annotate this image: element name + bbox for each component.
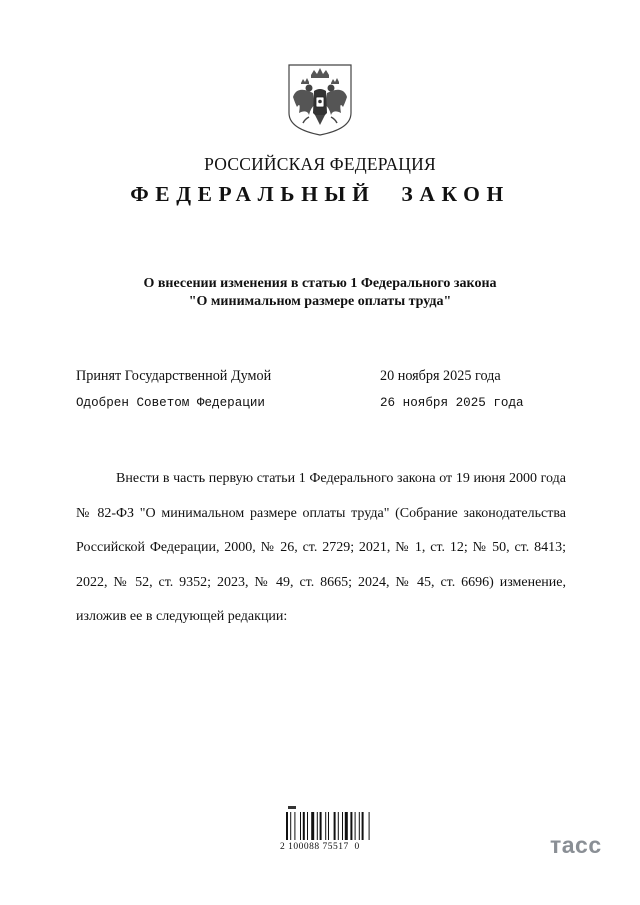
duma-adoption-label: Принят Государственной Думой — [76, 368, 272, 384]
coat-of-arms-icon — [287, 63, 353, 137]
state-name: РОССИЙСКАЯ ФЕДЕРАЦИЯ — [204, 154, 436, 174]
law-title-line-1: О внесении изменения в статью 1 Федерального закона — [143, 276, 497, 291]
council-approval-date: 26 ноября 2025 года — [380, 396, 524, 410]
law-body-paragraph: Внести в часть первую статьи 1 Федерального закона от 19 июня 2000 года № 82-ФЗ "О минимальном размере оплаты труда" (Собрание законодательства Российской Федерации, 2000, № 26, ст. 2729; 2021, № 1, ст. 12; № 50, ст. 8413; 2022, № 52, ст. 9352; 2023, № 49, ст. 8665; 2024, № 45, ст. 6696) изменение, изложив ее в следующей редакции: — [76, 471, 566, 624]
law-title — [0, 275, 640, 311]
barcode-number: 2 100088 75517 0 — [280, 842, 360, 852]
tass-watermark: тасс — [550, 832, 602, 858]
council-approval-label: Одобрен Советом Федерации — [76, 396, 265, 410]
law-title-line-2: "О минимальном размере оплаты труда" — [188, 294, 452, 309]
duma-adoption-date: 20 ноября 2025 года — [380, 368, 501, 384]
document-type-heading: ФЕДЕРАЛЬНЫЙ ЗАКОН — [130, 182, 510, 206]
